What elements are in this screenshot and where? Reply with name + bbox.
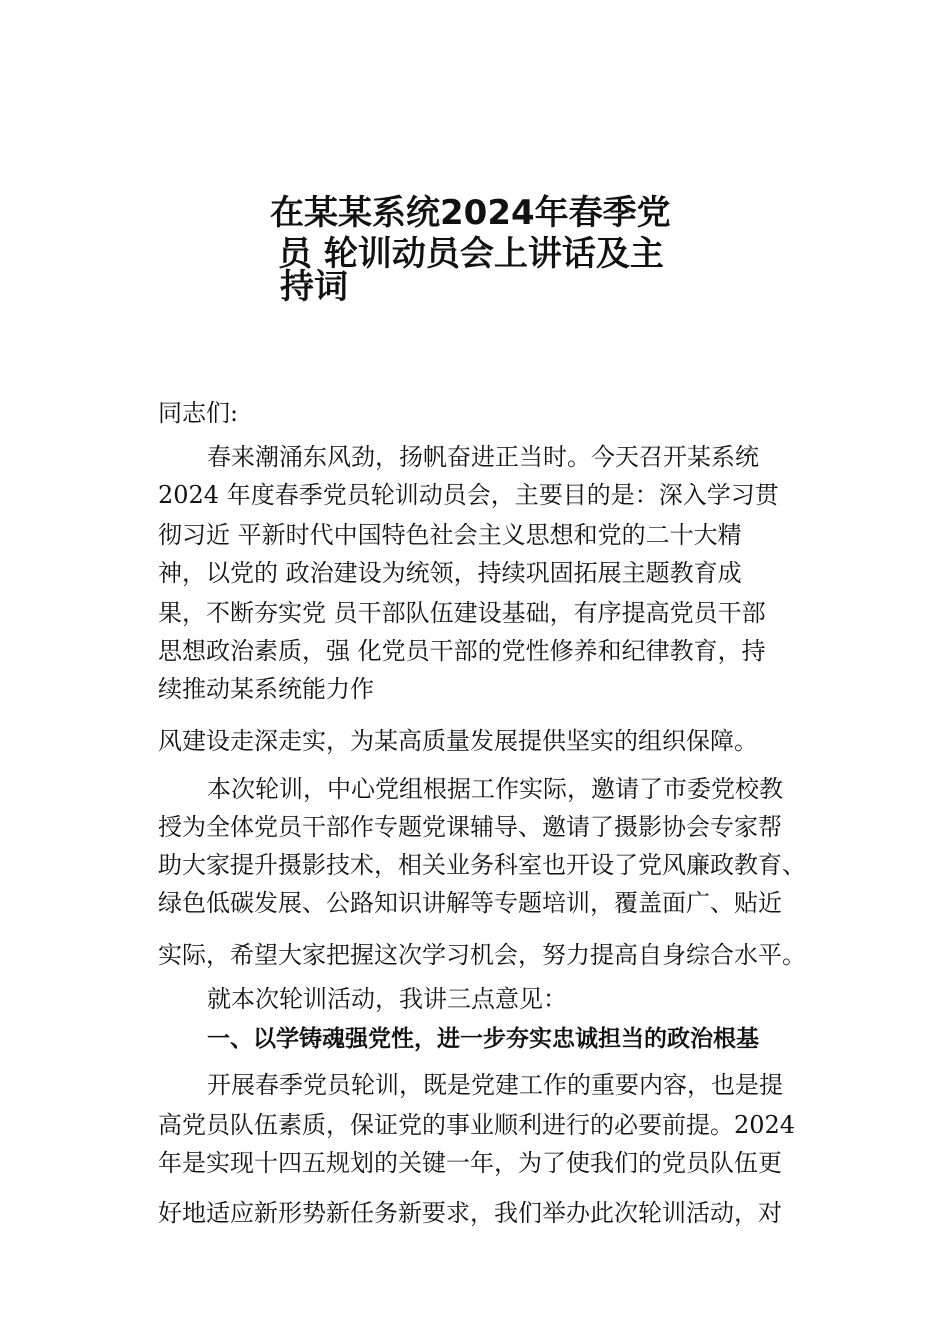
- paragraph-1-line: 思想政治素质，强 化党员干部的党性修养和纪律教育，持: [158, 637, 766, 665]
- paragraph-1-line: 彻习近 平新时代中国特色社会主义思想和党的二十大精: [158, 521, 742, 549]
- paragraph-1-line: 2024 年度春季党员轮训动员会，主要目的是：深入学习贯: [158, 481, 779, 509]
- document-title-line-3: 持词: [280, 267, 348, 307]
- paragraph-2-line: 本次轮训，中心党组根据工作实际，邀请了市委党校教: [207, 775, 783, 803]
- paragraph-2-line: 实际，希望大家把握这次学习机会，努力提高自身综合水平。: [158, 941, 806, 969]
- paragraph-1-line: 果，不断夯实党 员干部队伍建设基础，有序提高党员干部: [158, 599, 766, 627]
- paragraph-4-line: 高党员队伍素质，保证党的事业顺利进行的必要前提。2024: [158, 1111, 796, 1139]
- paragraph-2-line: 助大家提升摄影技术，相关业务科室也开设了党风廉政教育、: [158, 851, 806, 879]
- salutation: 同志们:: [158, 399, 239, 427]
- document-title-line-2: 员 轮训动员会上讲话及主: [278, 234, 664, 274]
- paragraph-1-line: 神，以党的 政治建设为统领，持续巩固拓展主题教育成: [158, 559, 742, 587]
- paragraph-1-line: 续推动某系统能力作: [158, 675, 374, 703]
- paragraph-4-line: 开展春季党员轮训，既是党建工作的重要内容，也是提: [207, 1071, 783, 1099]
- paragraph-1-line: 春来潮涌东风劲，扬帆奋进正当时。今天召开某系统: [207, 443, 759, 471]
- paragraph-3: 就本次轮训活动，我讲三点意见：: [207, 985, 567, 1013]
- paragraph-2-line: 绿色低碳发展、公路知识讲解等专题培训，覆盖面广、贴近: [158, 889, 782, 917]
- document-title-line-1: 在某某系统2024年春季党: [270, 193, 671, 233]
- paragraph-1-line: 风建设走深走实，为某高质量发展提供坚实的组织保障。: [158, 727, 758, 755]
- section-heading-1: 一、以学铸魂强党性，进一步夯实忠诚担当的政治根基: [207, 1026, 759, 1052]
- paragraph-4-line: 好地适应新形势新任务新要求，我们举办此次轮训活动，对: [158, 1199, 782, 1227]
- paragraph-4-line: 年是实现十四五规划的关键一年，为了使我们的党员队伍更: [158, 1149, 782, 1177]
- paragraph-2-line: 授为全体党员干部作专题党课辅导、邀请了摄影协会专家帮: [158, 813, 782, 841]
